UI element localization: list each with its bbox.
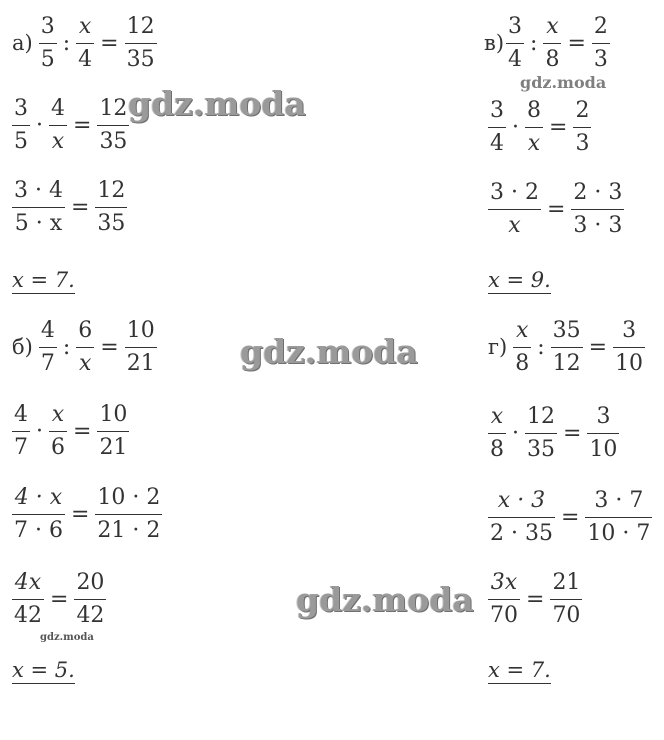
fraction bbox=[488, 180, 541, 239]
problem-g-answer-line bbox=[488, 660, 551, 684]
numerator: 35 bbox=[552, 318, 581, 343]
equals-sign: = bbox=[100, 30, 119, 56]
denominator: 10 bbox=[589, 437, 618, 462]
problem-g-label: г) bbox=[488, 335, 508, 359]
numerator: 3 bbox=[622, 318, 637, 343]
denominator: 4 bbox=[490, 131, 504, 156]
numerator: 21 bbox=[552, 570, 581, 595]
denominator: x bbox=[79, 351, 92, 376]
numerator: x bbox=[515, 318, 529, 343]
operator: · bbox=[512, 114, 519, 140]
denominator: 12 bbox=[552, 351, 581, 376]
numerator: 10 bbox=[126, 318, 155, 343]
denominator: 7 · 6 bbox=[14, 518, 63, 543]
denominator: 35 bbox=[527, 437, 555, 462]
problem-b-line-2 bbox=[12, 402, 129, 461]
fraction bbox=[525, 404, 557, 463]
numerator: 4 bbox=[14, 402, 28, 427]
fraction bbox=[513, 318, 531, 377]
fraction bbox=[506, 14, 524, 73]
denominator: 2 · 35 bbox=[490, 521, 553, 546]
fraction bbox=[573, 98, 591, 157]
operator: : bbox=[62, 30, 71, 56]
numerator: 3 · 4 bbox=[14, 178, 63, 203]
problem-a-answer-line bbox=[12, 270, 75, 294]
equals-sign: = bbox=[70, 501, 90, 527]
problem-g-line-4 bbox=[488, 570, 582, 629]
denominator: 3 bbox=[593, 47, 608, 72]
numerator: 2 bbox=[575, 98, 590, 123]
problem-v-answer-line bbox=[488, 270, 551, 294]
denominator: 35 bbox=[126, 47, 155, 72]
equals-sign: = bbox=[563, 420, 582, 446]
numerator: 3 · 7 bbox=[594, 488, 644, 513]
numerator: 10 bbox=[99, 402, 128, 427]
fraction bbox=[571, 180, 624, 239]
numerator: 12 bbox=[527, 404, 555, 429]
fraction bbox=[39, 318, 57, 377]
fraction bbox=[12, 178, 65, 237]
numerator: 12 bbox=[126, 14, 155, 39]
equals-sign: = bbox=[549, 114, 568, 140]
operator: : bbox=[530, 30, 538, 56]
numerator: x bbox=[546, 14, 559, 39]
problem-g-line-3 bbox=[488, 488, 652, 547]
problem-v-answer: x = 9. bbox=[488, 268, 551, 292]
problem-b-answer: x = 5. bbox=[12, 658, 75, 682]
denominator: 70 bbox=[490, 603, 518, 628]
equals-sign: = bbox=[73, 112, 92, 138]
equals-sign: = bbox=[560, 504, 580, 530]
numerator: 6 bbox=[78, 318, 93, 343]
problem-g-line-2 bbox=[488, 404, 619, 463]
problem-v-line-3 bbox=[488, 180, 624, 239]
fraction bbox=[525, 98, 543, 157]
fraction bbox=[12, 402, 30, 461]
fraction bbox=[125, 14, 157, 73]
fraction bbox=[543, 14, 561, 73]
denominator: 70 bbox=[552, 603, 581, 628]
equals-sign: = bbox=[100, 334, 119, 360]
equals-sign: = bbox=[567, 30, 586, 56]
numerator: 3 bbox=[596, 404, 611, 429]
denominator: 21 · 2 bbox=[97, 518, 161, 543]
numerator: 4 bbox=[40, 318, 55, 343]
numerator: 4x bbox=[14, 570, 42, 595]
problem-a-answer: x = 7. bbox=[12, 268, 75, 292]
numerator: x bbox=[490, 404, 504, 429]
denominator: 21 bbox=[99, 435, 128, 460]
numerator: x bbox=[78, 14, 92, 39]
denominator: 10 bbox=[615, 351, 644, 376]
denominator: 10 · 7 bbox=[587, 521, 651, 546]
problem-b-line-1 bbox=[12, 318, 157, 377]
denominator: 8 bbox=[490, 437, 504, 462]
equals-sign: = bbox=[588, 334, 608, 360]
equals-sign: = bbox=[50, 586, 69, 612]
numerator: 3 bbox=[14, 96, 28, 121]
numerator: x bbox=[51, 402, 65, 427]
problem-b-line-4 bbox=[12, 570, 106, 629]
denominator: x bbox=[508, 213, 521, 238]
denominator: x bbox=[51, 129, 65, 154]
fraction bbox=[76, 14, 94, 73]
watermark: gdz.moda bbox=[128, 84, 306, 123]
operator: : bbox=[62, 334, 71, 360]
fraction bbox=[74, 570, 106, 629]
denominator: 21 bbox=[126, 351, 155, 376]
denominator: 6 bbox=[51, 435, 65, 460]
fraction bbox=[39, 14, 57, 73]
denominator: 7 bbox=[14, 435, 28, 460]
denominator: 5 bbox=[14, 129, 28, 154]
numerator: 20 bbox=[76, 570, 105, 595]
numerator: 3 bbox=[490, 98, 504, 123]
numerator: x · 3 bbox=[497, 488, 546, 513]
watermark: gdz.moda bbox=[40, 632, 94, 643]
problem-a-line-1 bbox=[12, 14, 157, 73]
problem-v-line-2 bbox=[488, 98, 591, 157]
numerator: 3 · 2 bbox=[490, 180, 539, 205]
fraction bbox=[488, 488, 555, 547]
numerator: 3 bbox=[40, 14, 55, 39]
operator: : bbox=[537, 334, 545, 360]
fraction bbox=[49, 402, 67, 461]
operator: · bbox=[512, 420, 519, 446]
numerator: 2 bbox=[593, 14, 608, 39]
problem-v-line-1 bbox=[484, 14, 610, 73]
denominator: 5 bbox=[40, 47, 55, 72]
fraction bbox=[551, 318, 583, 377]
problem-v-label: в) bbox=[484, 31, 505, 55]
denominator: 4 bbox=[508, 47, 523, 72]
equals-sign: = bbox=[546, 196, 566, 222]
fraction bbox=[95, 485, 162, 544]
fraction bbox=[488, 570, 520, 629]
fraction bbox=[12, 570, 44, 629]
denominator: 3 · 3 bbox=[573, 213, 623, 238]
numerator: 12 bbox=[99, 96, 128, 121]
denominator: 42 bbox=[76, 603, 105, 628]
fraction bbox=[488, 404, 506, 463]
problem-a-label: а) bbox=[12, 31, 33, 55]
operator: · bbox=[36, 112, 43, 138]
denominator: 5 · x bbox=[14, 211, 63, 236]
denominator: 8 bbox=[545, 47, 560, 72]
numerator: 4 · x bbox=[14, 485, 63, 510]
denominator: 8 bbox=[515, 351, 530, 376]
fraction bbox=[587, 404, 619, 463]
equals-sign: = bbox=[73, 418, 92, 444]
numerator: 12 bbox=[97, 178, 126, 203]
fraction bbox=[550, 570, 582, 629]
fraction bbox=[76, 318, 94, 377]
numerator: 10 · 2 bbox=[97, 485, 161, 510]
fraction bbox=[97, 402, 129, 461]
fraction bbox=[585, 488, 652, 547]
denominator: 4 bbox=[78, 47, 93, 72]
problem-b-line-3 bbox=[12, 485, 162, 544]
fraction bbox=[97, 96, 129, 155]
fraction bbox=[12, 485, 65, 544]
equals-sign: = bbox=[70, 194, 90, 220]
watermark: gdz.moda bbox=[296, 580, 474, 619]
numerator: 8 bbox=[527, 98, 541, 123]
problem-b-label: б) bbox=[12, 335, 33, 359]
fraction bbox=[49, 96, 67, 155]
watermark: gdz.moda bbox=[240, 332, 418, 371]
equals-sign: = bbox=[526, 586, 545, 612]
numerator: 4 bbox=[51, 96, 65, 121]
fraction bbox=[592, 14, 610, 73]
problem-g-answer: x = 7. bbox=[488, 658, 551, 682]
numerator: 3x bbox=[490, 570, 518, 595]
fraction bbox=[125, 318, 157, 377]
numerator: 3 bbox=[508, 14, 523, 39]
denominator: x bbox=[527, 131, 541, 156]
numerator: 2 · 3 bbox=[573, 180, 623, 205]
denominator: 3 bbox=[575, 131, 590, 156]
fraction bbox=[613, 318, 645, 377]
denominator: 7 bbox=[40, 351, 55, 376]
problem-g-line-1 bbox=[488, 318, 645, 377]
denominator: 42 bbox=[14, 603, 42, 628]
fraction bbox=[488, 98, 506, 157]
watermark: gdz.moda bbox=[520, 73, 607, 92]
denominator: 35 bbox=[97, 211, 126, 236]
fraction bbox=[12, 96, 30, 155]
fraction bbox=[95, 178, 127, 237]
problem-b-answer-line bbox=[12, 660, 75, 684]
denominator: 35 bbox=[99, 129, 128, 154]
problem-a-line-3 bbox=[12, 178, 127, 237]
problem-a-line-2 bbox=[12, 96, 129, 155]
operator: · bbox=[36, 418, 43, 444]
